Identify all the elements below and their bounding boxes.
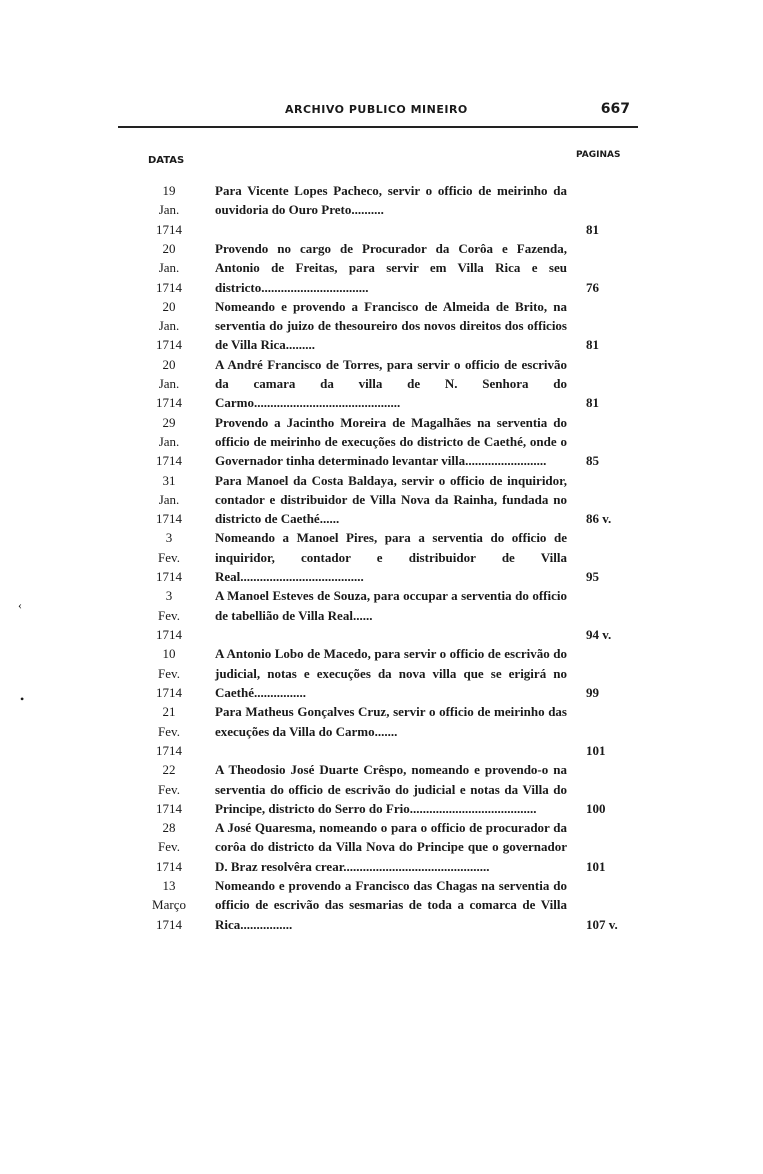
entry-text: Para Manoel da Costa Baldaya, servir o officio de inquiridor, contador e distribuidor de Villa Nova da Rainha, fundada no districto de Caethé...... <box>215 472 567 527</box>
entry-page: 101 <box>586 742 606 758</box>
entry-text: A Antonio Lobo de Macedo, para servir o officio de escrivão do judicial, notas e execuções da nova villa que se erigirá no Caethé................ <box>215 646 567 700</box>
entry-page: 99 <box>586 684 599 700</box>
list-item <box>0 876 763 934</box>
header-rule <box>118 126 638 128</box>
entry-page: 101 <box>586 858 606 874</box>
entry-date: 20 Jan. 1714 <box>156 356 182 411</box>
list-item <box>0 239 763 297</box>
entry-text: Nomeando a Manoel Pires, para a serventia do officio de inquiridor, contador e distribuidor de Villa Real...................................... <box>215 530 567 585</box>
entry-page: 95 <box>586 569 599 585</box>
entry-date: 10 Fev. 1714 <box>156 646 182 700</box>
list-item <box>0 702 763 760</box>
entry-text: Nomeando e provendo a Francisco das Chagas na serventia do officio de escrivão das sesmarias de toda a comarca de Villa Rica................ <box>215 878 567 932</box>
entry-date: 20 Jan. 1714 <box>156 241 182 295</box>
entry-page: 107 v. <box>586 916 618 932</box>
list-item <box>0 297 763 355</box>
list-item <box>0 471 763 529</box>
entry-text: A José Quaresma, nomeando o para o officio de procurador da corôa do districto da Villa Nova do Principe que o governador D. Braz resolvêra crear............................................. <box>215 820 567 874</box>
entry-page: 86 v. <box>586 511 612 527</box>
entry-page: 81 <box>586 221 599 237</box>
entry-date: 20 Jan. 1714 <box>156 298 182 353</box>
entry-text: Provendo a Jacintho Moreira de Magalhães na serventia do officio de meirinho de execuções do districto de Caethé, onde o Governador tinha determinado levantar villa......................... <box>215 414 567 469</box>
entry-date: 3 Fev. 1714 <box>156 530 182 585</box>
entry-page: 76 <box>586 279 599 295</box>
entry-date: 22 Fev. 1714 <box>156 762 182 816</box>
dates-column-heading: DATAS <box>148 155 185 166</box>
entry-date: 13 Março 1714 <box>152 878 186 932</box>
entry-text: Provendo no cargo de Procurador da Corôa e Fazenda, Antonio de Freitas, para servir em Villa Rica e seu districto................................. <box>215 241 567 295</box>
entry-date: 21 Fev. 1714 <box>156 704 182 758</box>
entry-page: 81 <box>586 395 599 411</box>
list-item <box>0 818 763 876</box>
entry-text: Nomeando e provendo a Francisco de Almeida de Brito, na serventia do juizo de thesoureiro dos novos direitos dos officios de Villa Rica......... <box>215 298 567 353</box>
list-item <box>0 413 763 471</box>
entry-date: 3 Fev. 1714 <box>156 588 182 642</box>
entry-text: Para Vicente Lopes Pacheco, servir o officio de meirinho da ouvidoria do Ouro Preto.......... <box>215 183 567 218</box>
entry-date: 31 Jan. 1714 <box>156 472 182 527</box>
pages-column-heading: PAGINAS <box>576 150 621 160</box>
entry-text: Para Matheus Gonçalves Cruz, servir o officio de meirinho das execuções da Villa do Carmo....... <box>215 704 567 739</box>
list-item <box>0 181 763 239</box>
entry-text: A Manoel Esteves de Souza, para occupar a serventia do officio de tabellião de Villa Real...... <box>215 588 567 623</box>
header-title: ARCHIVO PUBLICO MINEIRO <box>285 103 468 116</box>
list-item <box>0 355 763 413</box>
margin-mark: ‹ <box>18 598 22 612</box>
list-item <box>0 528 763 586</box>
entry-page: 81 <box>586 337 599 353</box>
entry-list <box>0 181 763 934</box>
entry-text: A Theodosio José Duarte Crêspo, nomeando e provendo-o na serventia do officio de escrivão do judicial e notas da Villa do Principe, districto do Serro do Frio....................................... <box>215 762 567 816</box>
entry-page: 100 <box>586 800 606 816</box>
entry-date: 29 Jan. 1714 <box>156 414 182 469</box>
running-header <box>130 103 630 127</box>
page-number: 667 <box>600 101 630 117</box>
list-item <box>0 760 763 818</box>
entry-page: 94 v. <box>586 627 612 643</box>
margin-mark: • <box>20 692 25 706</box>
entry-date: 19 Jan. 1714 <box>156 183 182 237</box>
list-item <box>0 586 763 644</box>
entry-text: A André Francisco de Torres, para servir o officio de escrivão da camara da villa de N. Senhora do Carmo............................................. <box>215 356 567 411</box>
entry-date: 28 Fev. 1714 <box>156 820 182 874</box>
entry-page: 85 <box>586 453 599 469</box>
list-item <box>0 644 763 702</box>
